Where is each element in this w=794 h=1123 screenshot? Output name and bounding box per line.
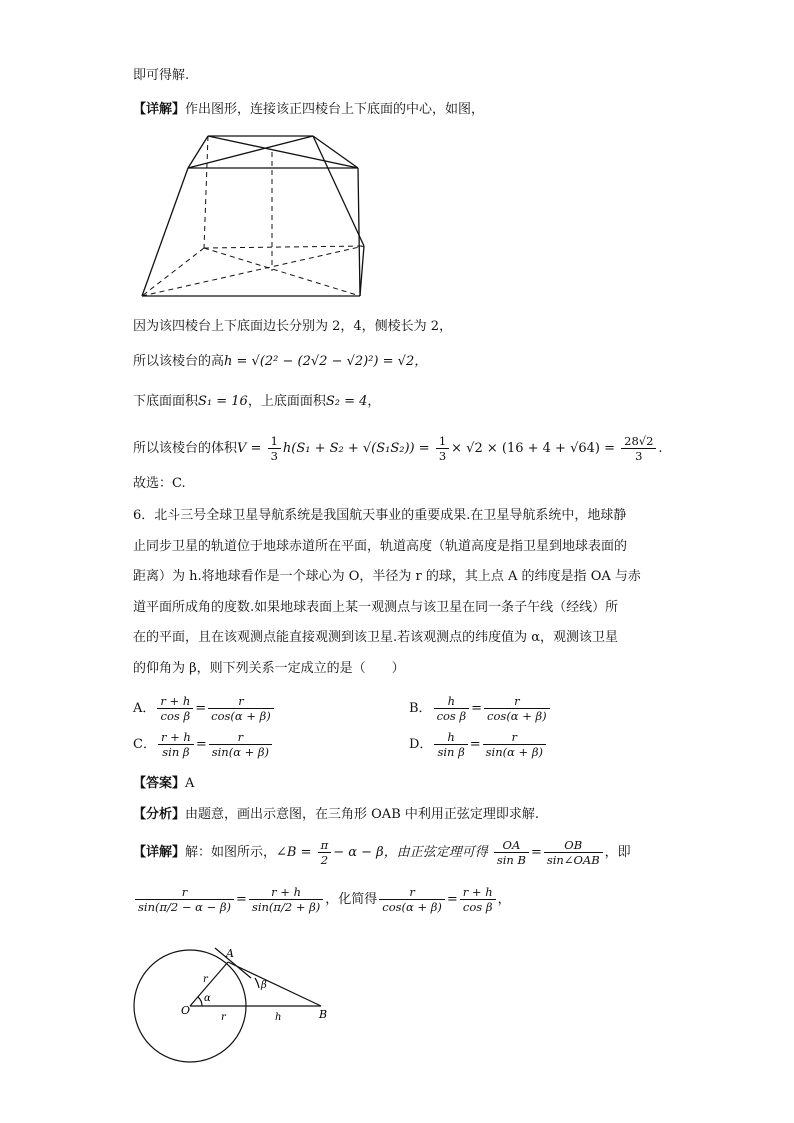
height-expression: h = √(2² − (2√2 − √2)²) = √2， [224,354,428,369]
text-line [133,100,484,120]
detail-tag: 【详解】 [133,102,186,117]
volume-label: 所以该棱台的体积 [133,441,238,456]
option-d[interactable]: D． $\frac{h}{\text{sin β}}$ = $\frac{r}{\sin(\alpha + \beta)}$ [409,728,548,762]
fraction-result: $\frac{28√2}{3}$ [621,434,656,463]
satellite-figure [133,944,333,1064]
analysis-text: 由题意，画出示意图，在三角形 OAB 中利用正弦定理即求解. [185,807,540,822]
option-c[interactable]: C． $\frac{r + h}{\text{sin β}}$ = $\frac{r}{\sin(\alpha + \beta)}$ [133,728,274,762]
question-line: 在的平面，且在该观测点能直接观测到该卫星.若该观测点的纬度值为 α，观测该卫星 [133,630,619,645]
analysis-tag: 【分析】 [133,807,186,822]
answer-line [133,774,194,794]
label-B: B [319,1008,328,1021]
detail-line-2: $\frac{r}{\sin(\pi/2 - \alpha - \beta)}$ = $\frac{r + h}{\sin(\pi/2 + \beta)}$ ，化简得 $\frac{r}{\cos(\alpha + \beta)}$ = $\frac{r + h}{\text{cos β}}$ ， [133,878,511,922]
label-A: A [226,947,234,960]
text-line [133,432,663,466]
volume-expr-b: × √2 × (16 + 4 + √64) = [451,441,615,456]
question-line: 的仰角为 β，则下列关系一定成立的是（ ） [133,661,405,676]
analysis-line [133,805,539,825]
detail-line: 【详解】解：如图所示，∠B = $\frac{\pi}{2}$ − α − β，由正弦定理可得 $\frac{OA}{\text{sin B}}$ = $\frac{OB}{\text{sin∠OAB}}$ ，即 [133,838,631,867]
punct: ， [367,394,381,409]
area-label-lower: 下底面面积 [133,394,199,409]
text-line: 故选：C. [133,476,186,491]
text-line [133,392,380,412]
detail-text: 作出图形，连接该正四棱台上下底面的中心，如图， [185,102,485,117]
fraction-one-third: $\frac{1}{3}$ [268,434,281,463]
option-a[interactable]: A． $\frac{r + h}{\text{cos β}}$ = $\frac{r}{\cos(\alpha + \beta)}$ [133,692,276,726]
answer-tag: 【答案】 [133,776,186,791]
label-h: h [275,1012,282,1023]
area-label-upper: ，上底面面积 [247,394,326,409]
volume-expr-a: h(S₁ + S₂ + √(S₁S₂)) = [282,441,430,456]
question-line: 距离）为 h.将地球看作是一个球心为 O，半径为 r 的球，其上点 A 的纬度是指 OA 与赤 [133,569,641,584]
punct: . [658,441,663,456]
label-r2: r [221,1012,226,1023]
text-line: 因为该四棱台上下底面边长分别为 2，4，侧棱长为 2， [133,319,453,334]
height-label: 所以该棱台的高 [133,354,225,369]
option-b[interactable]: B． $\frac{h}{\text{cos β}}$ = $\frac{r}{\cos(\alpha + \beta)}$ [409,692,552,726]
detail-tag-2: 【详解】 [133,845,186,860]
question-line: 止同步卫星的轨道位于地球赤道所在平面，轨道高度（轨道高度是指卫星到地球表面的 [133,539,628,554]
text-line [133,352,427,372]
label-O: O [181,1004,191,1017]
frustum-figure [138,128,368,303]
area-upper: S₂ = 4 [325,394,368,409]
text-line: 即可得解. [133,68,190,83]
volume-symbol: V = [237,441,262,456]
label-beta: β [261,980,267,991]
question-line: 道平面所成角的度数.如果地球表面上某一观测点与该卫星在同一条子午线（经线）所 [133,600,619,615]
question-line: 6．北斗三号全球卫星导航系统是我国航天事业的重要成果.在卫星导航系统中，地球静 [133,508,627,523]
fraction-one-third-2: $\frac{1}{3}$ [436,434,449,463]
label-r1: r [203,974,208,985]
label-alpha: α [204,993,211,1004]
area-lower: S₁ = 16 [198,394,248,409]
answer-value: A [185,776,195,791]
